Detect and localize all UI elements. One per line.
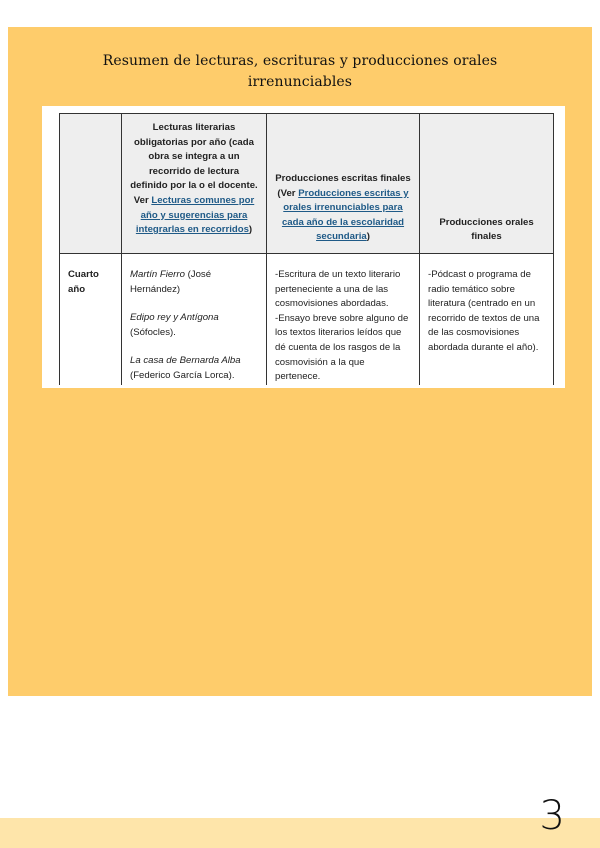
reading-item <box>130 354 258 383</box>
readings-cell <box>122 254 267 385</box>
oral-cell: -Pódcast o programa de radio temático sobre literatura (centrado en un recorrido de textos de una de las cosmovisiones abordada durante el año). <box>420 254 554 385</box>
title-line-1: Resumen de lecturas, escrituras y producciones orales <box>102 53 498 69</box>
header-readings-text: Lecturas literarias obligatorias por año (cada obra se integra a un recorrido de lectura definido por la o el docente. Ver <box>130 122 258 206</box>
page-title <box>0 51 600 93</box>
footer-strip <box>0 818 600 848</box>
reading-title: Edipo rey y Antígona <box>130 312 219 324</box>
readings-link[interactable]: Lecturas comunes por año y sugerencias para integrarlas en recorridos <box>135 194 255 236</box>
table-screenshot <box>42 106 565 388</box>
reading-author: (Federico García Lorca). <box>130 369 235 381</box>
header-written-end: ) <box>366 231 370 243</box>
table-row <box>60 254 554 385</box>
year-cell: Cuarto año <box>60 254 122 385</box>
header-written <box>267 114 420 254</box>
reading-author: (Sófocles). <box>130 326 176 338</box>
written-cell <box>267 254 420 385</box>
reading-title: La casa de Bernarda Alba <box>130 355 241 367</box>
header-readings <box>122 114 267 254</box>
written-item-2: -Ensayo breve sobre alguno de los textos literarios leídos que dé cuenta de los rasgos de la cosmovisión a la que pertenece. <box>275 312 409 383</box>
page-number: 3 <box>539 793 565 839</box>
reading-item <box>130 311 258 340</box>
table-header-row <box>60 114 554 254</box>
written-item-1: -Escritura de un texto literario perteneciente a una de las cosmovisiones abordadas. <box>275 269 401 310</box>
header-oral: Producciones orales finales <box>420 114 554 254</box>
reading-title: Martín Fierro <box>130 269 185 280</box>
title-line-2: irrenunciables <box>247 74 353 90</box>
header-empty <box>60 114 122 254</box>
written-link[interactable]: Producciones escritas y orales irrenunciables para cada año de la escolaridad secundaria <box>281 187 409 243</box>
header-readings-end: ) <box>248 224 253 236</box>
summary-table <box>59 113 554 385</box>
reading-item <box>130 268 258 297</box>
reading-author: (José Hernández) <box>130 269 212 295</box>
header-written-text: Producciones escritas finales (Ver <box>275 173 411 199</box>
